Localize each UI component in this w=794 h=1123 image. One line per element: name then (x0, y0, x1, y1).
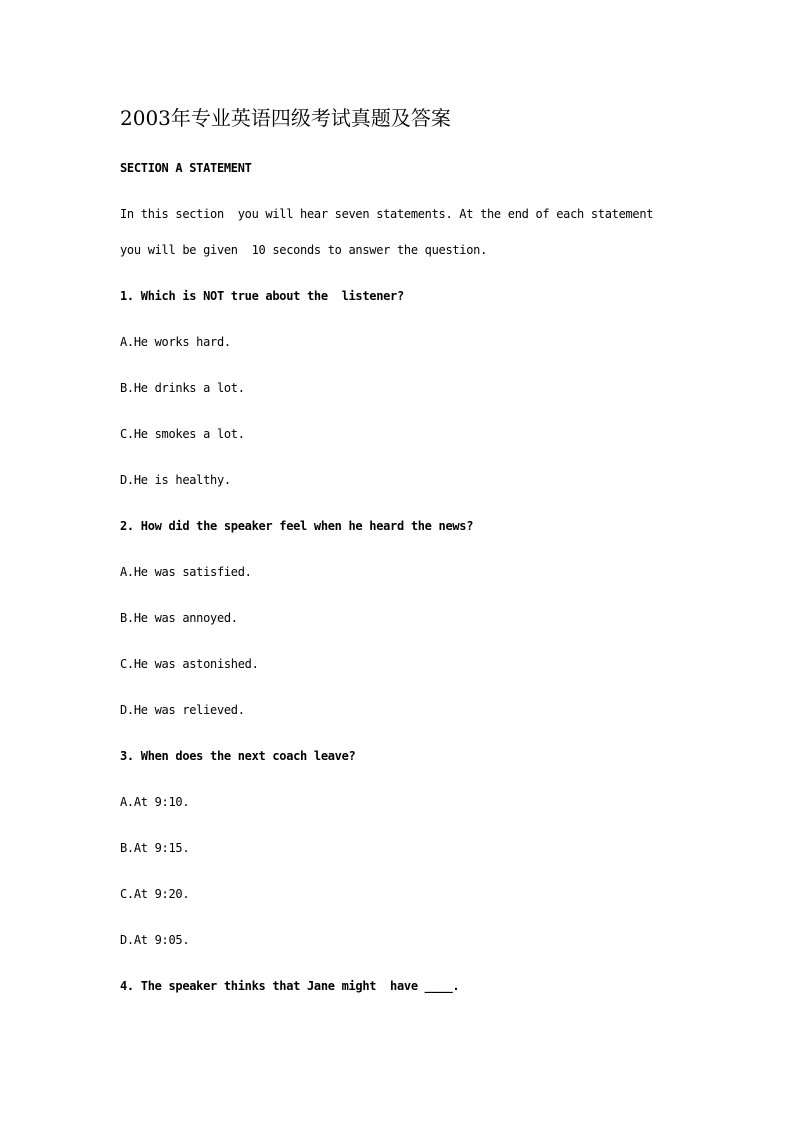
instruction-line: you will be given 10 seconds to answer the question. (120, 243, 488, 257)
answer-option: A.At 9:10. (120, 795, 190, 809)
answer-option: B.He was annoyed. (120, 611, 238, 625)
page-title: 2003年专业英语四级考试真题及答案 (120, 106, 451, 130)
answer-option: B.He drinks a lot. (120, 381, 245, 395)
answer-option: C.He was astonished. (120, 657, 259, 671)
answer-option: B.At 9:15. (120, 841, 190, 855)
question-prompt: 3. When does the next coach leave? (120, 749, 356, 763)
question-prompt: 4. The speaker thinks that Jane might have ____. (120, 979, 460, 993)
answer-option: D.He was relieved. (120, 703, 245, 717)
answer-option: A.He was satisfied. (120, 565, 252, 579)
answer-option: D.At 9:05. (120, 933, 190, 947)
answer-option: C.At 9:20. (120, 887, 190, 901)
question-prompt: 2. How did the speaker feel when he heard the news? (120, 519, 474, 533)
section-heading: SECTION A STATEMENT (120, 161, 252, 175)
answer-option: A.He works hard. (120, 335, 231, 349)
answer-option: D.He is healthy. (120, 473, 231, 487)
question-prompt: 1. Which is NOT true about the listener? (120, 289, 404, 303)
instruction-line: In this section you will hear seven statements. At the end of each statement (120, 207, 654, 221)
answer-option: C.He smokes a lot. (120, 427, 245, 441)
